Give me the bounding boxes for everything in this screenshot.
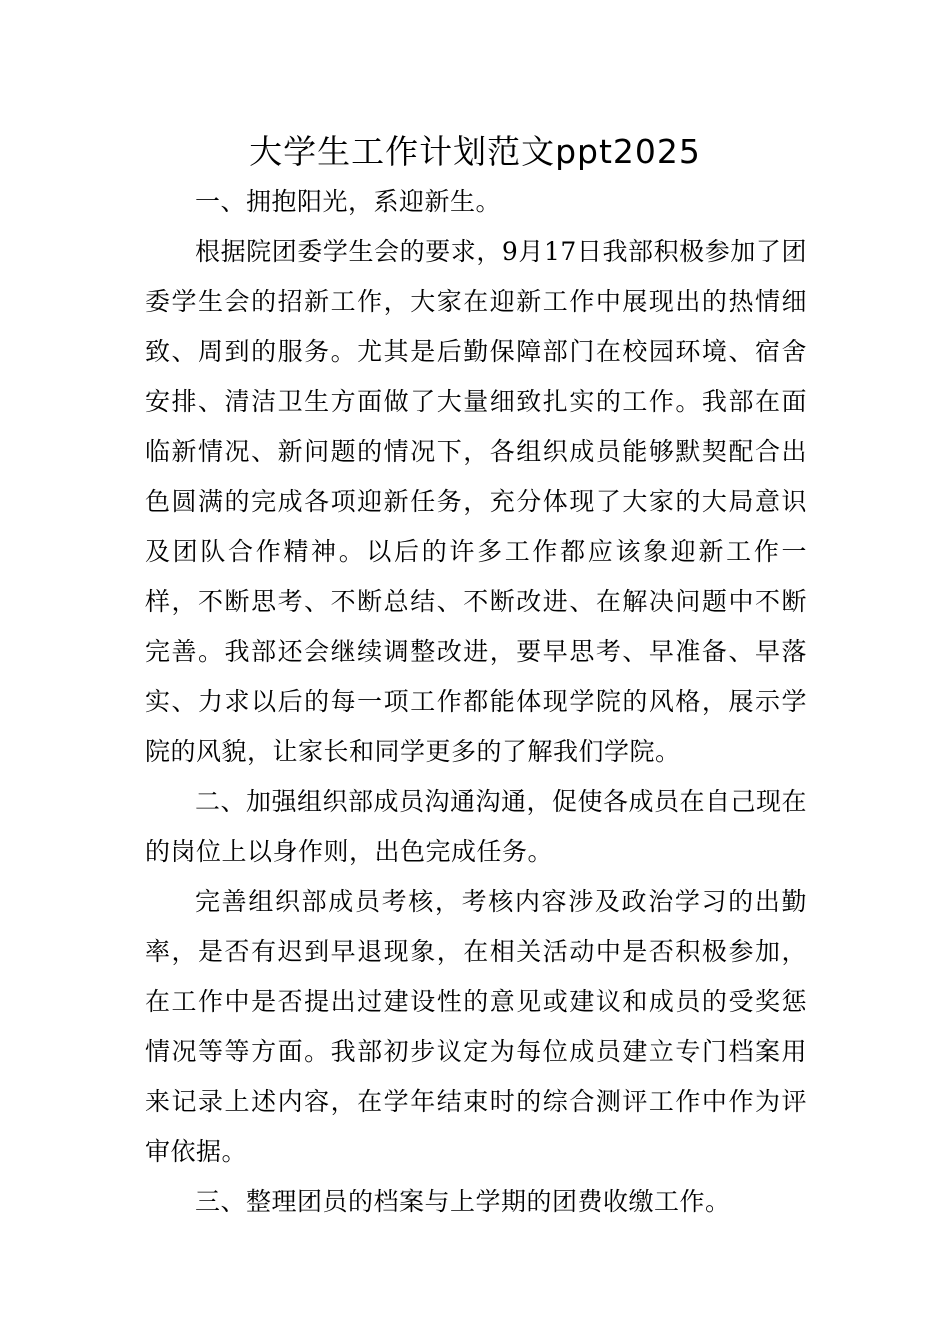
document-body bbox=[145, 177, 807, 1227]
document-title: 大学生工作计划范文ppt2025 bbox=[249, 132, 701, 171]
body-paragraph: 根据院团委学生会的要求，9月17日我部积极参加了团委学生会的招新工作，大家在迎新工作中展现出的热情细致、周到的服务。尤其是后勤保障部门在校园环境、宿舍安排、清洁卫生方面做了大量细致扎实的工作。我部在面临新情况、新问题的情况下，各组织成员能够默契配合出色圆满的完成各项迎新任务，充分体现了大家的大局意识及团队合作精神。以后的许多工作都应该象迎新工作一样，不断思考、不断总结、不断改进、在解决问题中不断完善。我部还会继续调整改进，要早思考、早准备、早落实、力求以后的每一项工作都能体现学院的风格，展示学院的风貌，让家长和同学更多的了解我们学院。 bbox=[145, 237, 807, 766]
section-heading-1: 一、拥抱阳光，系迎新生。 bbox=[195, 187, 502, 216]
body-paragraph: 完善组织部成员考核，考核内容涉及政治学习的出勤率，是否有迟到早退现象，在相关活动中是否积极参加，在工作中是否提出过建设性的意见或建议和成员的受奖惩情况等等方面。我部初步议定为每位成员建立专门档案用来记录上述内容，在学年结束时的综合测评工作中作为评审依据。 bbox=[145, 887, 807, 1166]
section-heading-3: 三、整理团员的档案与上学期的团费收缴工作。 bbox=[195, 1187, 731, 1216]
section-heading-2: 二、加强组织部成员沟通沟通，促使各成员在自己现在的岗位上以身作则，出色完成任务。 bbox=[145, 787, 808, 866]
